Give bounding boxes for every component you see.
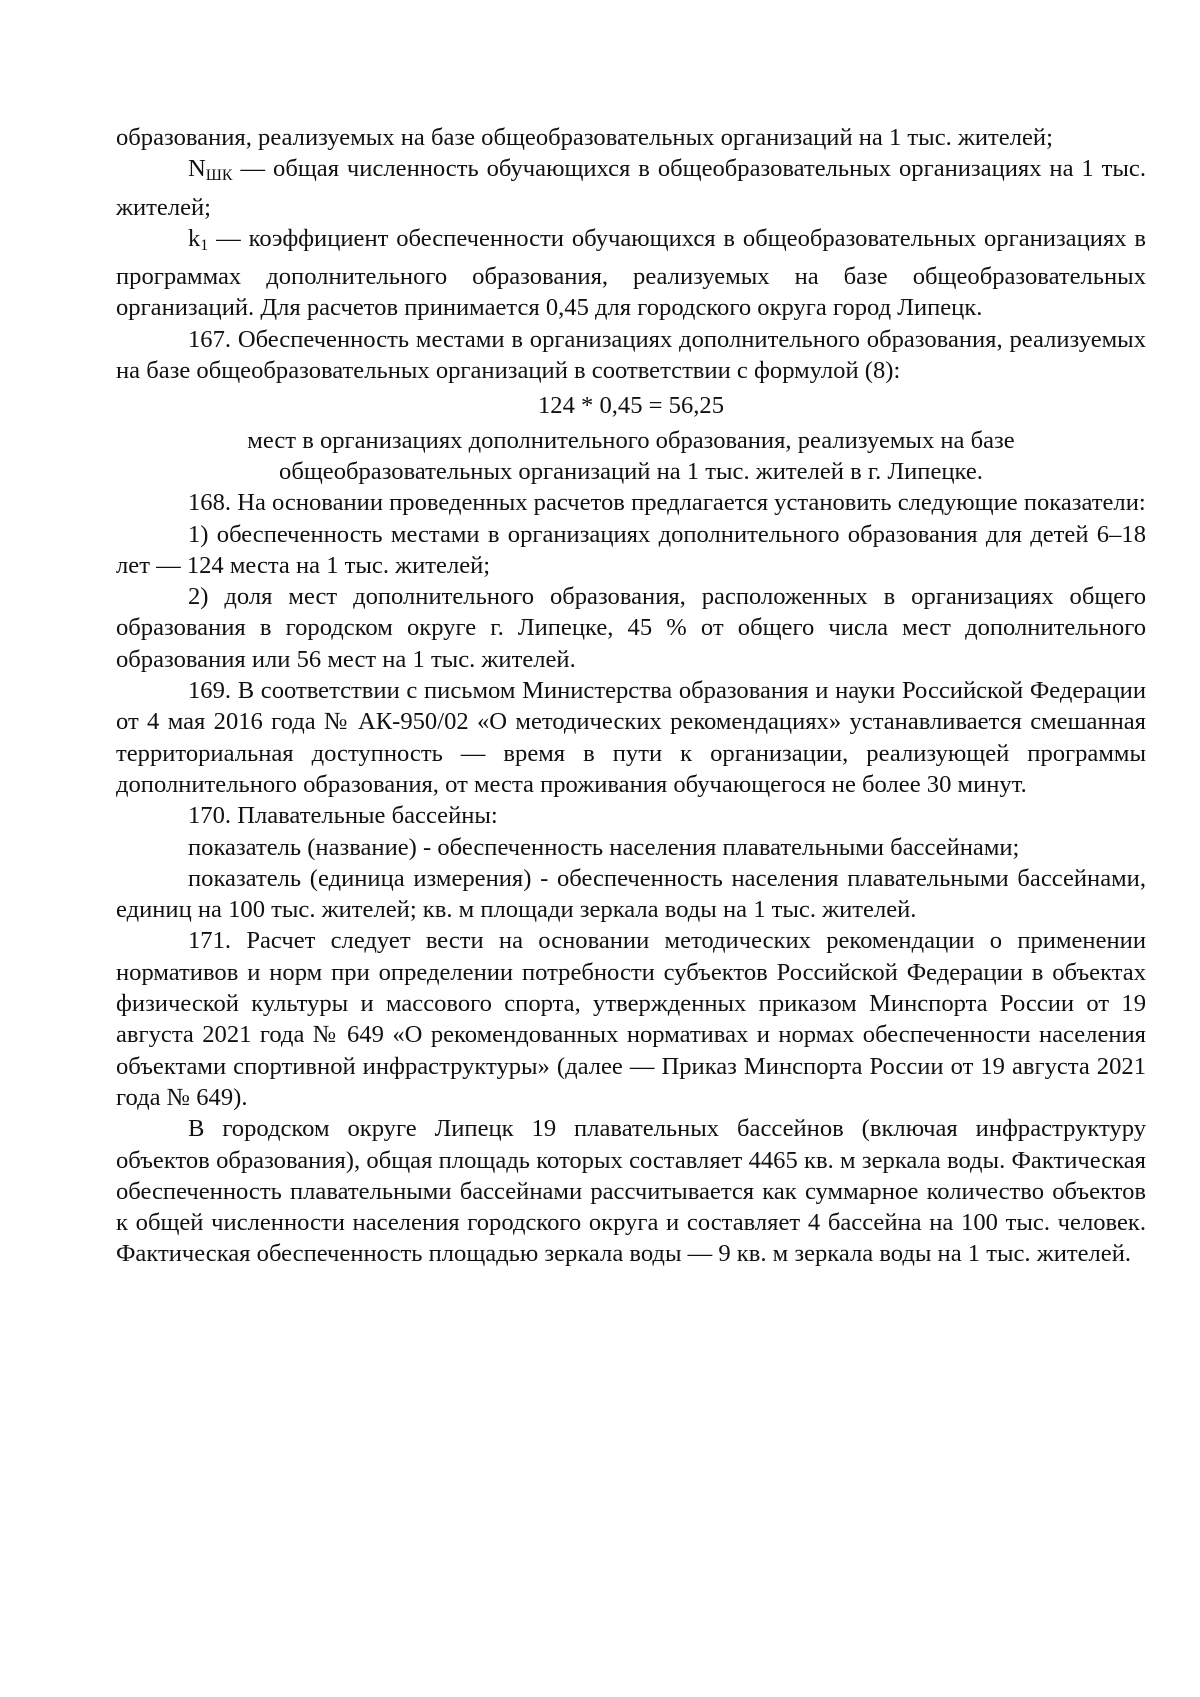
k1-text: — коэффициент обеспеченности обучающихся в общеобразовательных организациях в программах дополнительного образования, реализуемых на базе общеобразовательных организаций. Для расчетов принимается 0,45 для городского округа город Липецк. [116, 224, 1146, 322]
formula-caption-line-2: общеобразовательных организаций на 1 тыс. жителей в г. Липецке. [279, 457, 983, 485]
formula-caption-line-1: мест в организациях дополнительного образования, реализуемых на базе [247, 426, 1015, 454]
paragraph-170-indicator-name: показатель (название) - обеспеченность населения плавательными бассейнами; [188, 833, 1020, 861]
paragraph-k1-definition [116, 223, 1146, 324]
k1-symbol: k [188, 224, 201, 252]
paragraph-168-item-1: 1) обеспеченность местами в организациях дополнительного образования для детей 6–18 лет — 124 места на 1 тыс. жителей; [116, 520, 1146, 579]
paragraph-167: 167. Обеспеченность местами в организациях дополнительного образования, реализуемых на базе общеобразовательных организаций в соответствии с формулой (8): [116, 325, 1146, 385]
paragraph-169: 169. В соответствии с письмом Министерства образования и науки Российской Федерации от 4 мая 2016 года № АК-950/02 «О методических рекомендациях» устанавливается смешанная территориальная доступность — время в пути к организации, реализующей программы дополнительного образования, от места проживания обучающегося не более 30 минут. [116, 677, 1146, 798]
paragraph-nshk-definition [116, 153, 1146, 223]
document-page [116, 122, 1146, 1270]
paragraph-168: 168. На основании проведенных расчетов предлагается установить следующие показатели: [188, 489, 1146, 517]
paragraph-171: 171. Расчет следует вести на основании методических рекомендации о применении нормативов и норм при определении потребности субъектов Российской Федерации в объектах физической культуры и массового спорта, утвержденных приказом Минспорта России от 19 августа 2021 года № 649 «О рекомендованных нормативах и нормах обеспеченности населения объектами спортивной инфраструктуры» (далее — Приказ Минспорта России от 19 августа 2021 года № 649). [116, 927, 1146, 1111]
nshk-text: — общая численность обучающихся в общеобразовательных организациях на 1 тыс. жителей; [116, 155, 1146, 221]
nshk-subscript: ШК [205, 167, 233, 185]
paragraph-intro: образования, реализуемых на базе общеобразовательных организаций на 1 тыс. жителей; [116, 124, 1053, 151]
paragraph-170-indicator-unit: показатель (единица измерения) - обеспеченность населения плавательными бассейнами, единиц на 100 тыс. жителей; кв. м площади зеркала воды на 1 тыс. жителей. [116, 864, 1146, 924]
formula: 124 * 0,45 = 56,25 [537, 392, 725, 420]
paragraph-170: 170. Плавательные бассейны: [188, 802, 498, 830]
k1-subscript: 1 [200, 236, 209, 254]
paragraph-pools: В городском округе Липецк 19 плавательных бассейнов (включая инфраструктуру объектов образования), общая площадь которых составляет 4465 кв. м зеркала воды. Фактическая обеспеченность плавательными бассейнами рассчитывается как суммарное количество объектов к общей численности населения городского округа и составляет 4 бассейна на 100 тыс. человек. Фактическая обеспеченность площадью зеркала воды — 9 кв. м зеркала воды на 1 тыс. жителей. [116, 1115, 1146, 1268]
nshk-symbol: N [188, 155, 206, 183]
paragraph-168-item-2: 2) доля мест дополнительного образования, расположенных в организациях общего образования в городском округе г. Липецке, 45 % от общего числа мест дополнительного образования или 56 мест на 1 тыс. жителей. [116, 583, 1146, 673]
